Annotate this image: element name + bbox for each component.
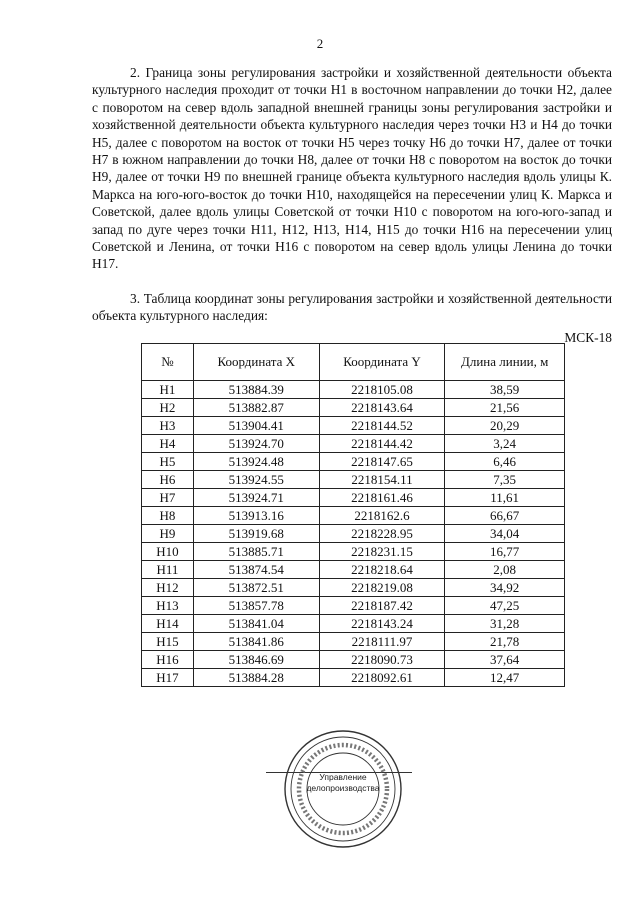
table-row: [142, 489, 565, 507]
stamp-label: [282, 772, 404, 794]
cell-point: Н5: [142, 453, 194, 471]
cell-coord-y: 2218218.64: [319, 561, 445, 579]
cell-coord-y: 2218228.95: [319, 525, 445, 543]
cell-point: Н13: [142, 597, 194, 615]
cell-point: Н11: [142, 561, 194, 579]
cell-line-length: 20,29: [445, 417, 565, 435]
cell-line-length: 31,28: [445, 615, 565, 633]
cell-coord-y: 2218161.46: [319, 489, 445, 507]
cell-coord-x: 513913.16: [193, 507, 319, 525]
cell-line-length: 34,04: [445, 525, 565, 543]
cell-line-length: 7,35: [445, 471, 565, 489]
cell-line-length: 34,92: [445, 579, 565, 597]
cell-coord-x: 513924.55: [193, 471, 319, 489]
cell-point: Н3: [142, 417, 194, 435]
cell-line-length: 12,47: [445, 669, 565, 687]
cell-coord-y: 2218090.73: [319, 651, 445, 669]
cell-line-length: 21,78: [445, 633, 565, 651]
cell-point: Н15: [142, 633, 194, 651]
cell-point: Н4: [142, 435, 194, 453]
header-coord-x: Координата X: [193, 344, 319, 381]
page-number: 2: [316, 36, 324, 51]
table-row: [142, 417, 565, 435]
cell-coord-y: 2218111.97: [319, 633, 445, 651]
table-row: [142, 381, 565, 399]
table-row: [142, 579, 565, 597]
table-row: [142, 453, 565, 471]
cell-point: Н10: [142, 543, 194, 561]
cell-point: Н17: [142, 669, 194, 687]
cell-point: Н7: [142, 489, 194, 507]
coordinate-system-label: МСК-18: [564, 330, 612, 345]
cell-coord-x: 513872.51: [193, 579, 319, 597]
cell-point: Н14: [142, 615, 194, 633]
paragraph-table-intro: 3. Таблица координат зоны регулирования застройки и хозяйственной деятельности объекта культурного наследия:: [92, 291, 612, 324]
cell-coord-y: 2218162.6: [319, 507, 445, 525]
coordinates-table: [141, 343, 565, 687]
cell-coord-x: 513904.41: [193, 417, 319, 435]
table-row: [142, 543, 565, 561]
cell-coord-x: 513874.54: [193, 561, 319, 579]
cell-coord-x: 513846.69: [193, 651, 319, 669]
table-row: [142, 615, 565, 633]
cell-coord-y: 2218231.15: [319, 543, 445, 561]
table-row: [142, 435, 565, 453]
cell-line-length: 21,56: [445, 399, 565, 417]
cell-point: Н12: [142, 579, 194, 597]
cell-point: Н1: [142, 381, 194, 399]
cell-coord-x: 513857.78: [193, 597, 319, 615]
cell-line-length: 3,24: [445, 435, 565, 453]
cell-line-length: 11,61: [445, 489, 565, 507]
header-line-length: Длина линии, м: [445, 344, 565, 381]
cell-point: Н16: [142, 651, 194, 669]
cell-line-length: 38,59: [445, 381, 565, 399]
cell-coord-x: 513841.86: [193, 633, 319, 651]
table-row: [142, 597, 565, 615]
cell-coord-y: 2218143.24: [319, 615, 445, 633]
cell-coord-x: 513924.71: [193, 489, 319, 507]
cell-coord-y: 2218105.08: [319, 381, 445, 399]
cell-point: Н9: [142, 525, 194, 543]
cell-line-length: 37,64: [445, 651, 565, 669]
header-coord-y: Координата Y: [319, 344, 445, 381]
cell-line-length: 16,77: [445, 543, 565, 561]
table-row: [142, 561, 565, 579]
cell-coord-x: 513884.39: [193, 381, 319, 399]
cell-coord-x: 513882.87: [193, 399, 319, 417]
cell-coord-x: 513924.48: [193, 453, 319, 471]
cell-point: Н8: [142, 507, 194, 525]
cell-coord-y: 2218187.42: [319, 597, 445, 615]
cell-line-length: 66,67: [445, 507, 565, 525]
table-row: [142, 471, 565, 489]
cell-coord-x: 513884.28: [193, 669, 319, 687]
stamp-line-2: делопроизводства: [306, 783, 380, 793]
table-row: [142, 669, 565, 687]
table-header-row: [142, 344, 565, 381]
cell-coord-y: 2218092.61: [319, 669, 445, 687]
cell-coord-y: 2218219.08: [319, 579, 445, 597]
table-row: [142, 651, 565, 669]
cell-line-length: 47,25: [445, 597, 565, 615]
stamp-line-1: Управление: [319, 772, 367, 782]
table-row: [142, 399, 565, 417]
cell-coord-y: 2218144.42: [319, 435, 445, 453]
cell-coord-x: 513885.71: [193, 543, 319, 561]
header-number: №: [142, 344, 194, 381]
cell-line-length: 2,08: [445, 561, 565, 579]
cell-coord-x: 513841.04: [193, 615, 319, 633]
cell-coord-y: 2218144.52: [319, 417, 445, 435]
cell-point: Н2: [142, 399, 194, 417]
cell-coord-y: 2218147.65: [319, 453, 445, 471]
paragraph-boundary-description: 2. Граница зоны регулирования застройки и хозяйственной деятельности объекта культурного наследия проходит от точки Н1 в восточном направлении до точки Н2, далее с поворотом на север вдоль западной внешней границы зоны регулирования застройки и хозяйственной деятельности объекта культурного наследия через точки Н3 и Н4 до точки Н5, далее с поворотом на восток от точки Н5 через точку Н6 до точки Н7, далее от точки Н7 в южном направлении до точки Н8, далее от точки Н8 с поворотом на восток до точки Н9, далее от точки Н9 по внешней границе объекта культурного наследия вдоль улицы К. Маркса на юго-юго-восток до точки Н10, находящейся на пересечении улиц К. Маркса и Советской, далее вдоль улицы Советской от точки Н10 с поворотом на юго-юго-запад и запад по дуге через точки Н11, Н12, Н13, Н14, Н15 до точки Н16 на пересечении улиц Советской и Ленина, от точки Н16 с поворотом на север вдоль улицы Ленина до точки Н17.: [92, 65, 612, 272]
cell-coord-y: 2218154.11: [319, 471, 445, 489]
table-row: [142, 633, 565, 651]
table-row: [142, 507, 565, 525]
cell-line-length: 6,46: [445, 453, 565, 471]
table-row: [142, 525, 565, 543]
cell-point: Н6: [142, 471, 194, 489]
cell-coord-x: 513924.70: [193, 435, 319, 453]
cell-coord-x: 513919.68: [193, 525, 319, 543]
cell-coord-y: 2218143.64: [319, 399, 445, 417]
